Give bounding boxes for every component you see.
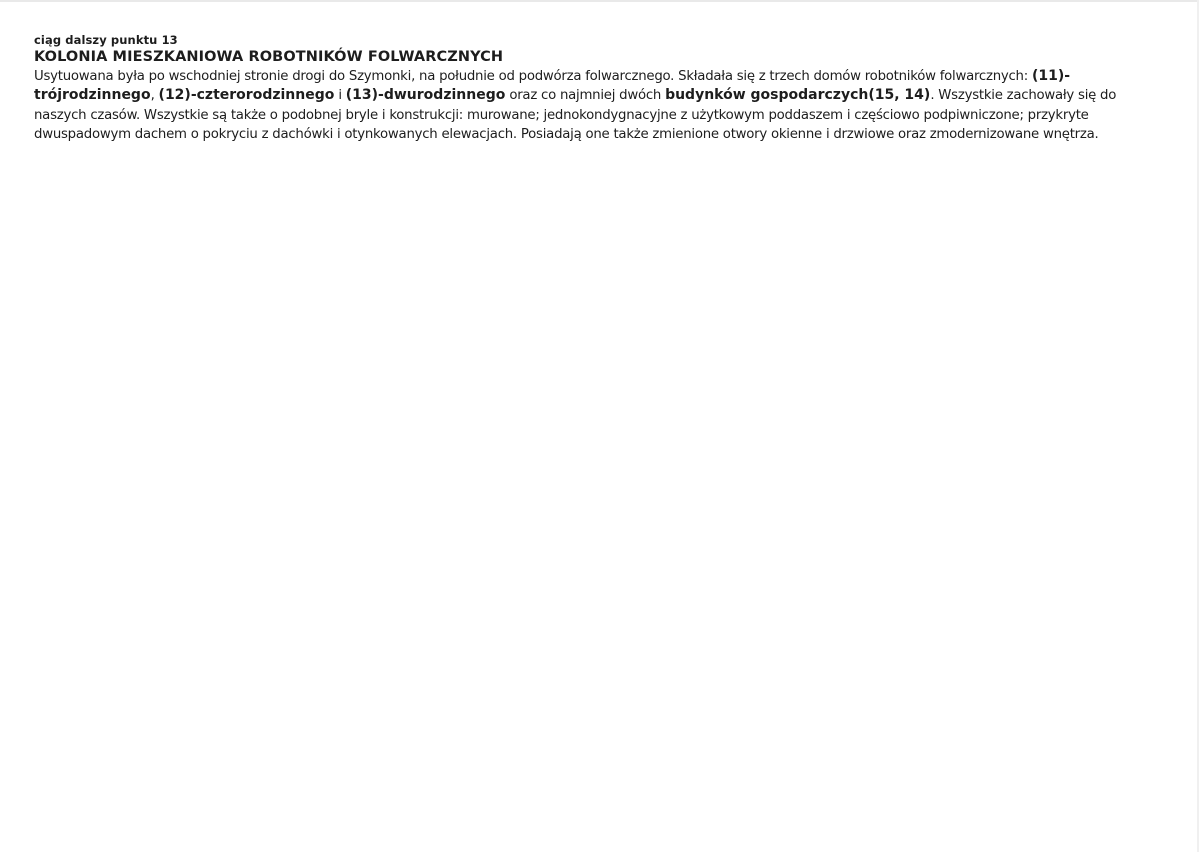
outbuildings-label: budynków gospodarczych(15, 14) xyxy=(665,87,931,104)
paragraph-text: . Wszystkie zachowały się do naszych czasów. Wszystkie są także o podobnej bryle i konstrukcji: murowane; jednokondygnacyjne z użytkowym poddaszem i częściowo podpiwniczone; przykryte dwuspadowym dachem o pokryciu z dachówki i otynkowanych elewacjach. Posiadają one także zmienione otwory okienne i drzwiowe oraz zmodernizowane wnętrza. xyxy=(34,88,1117,143)
paragraph-text: , xyxy=(150,88,159,104)
building-12-label: (12)-czterorodzinnego xyxy=(158,87,335,104)
continuation-label: ciąg dalszy punktu 13 xyxy=(34,33,178,47)
paragraph-text: Usytuowana była po wschodniej stronie drogi do Szymonki, na południe od podwórza folwarcznego. Składała się z trzech domów robotników folwarcznych: xyxy=(34,69,1032,84)
document-content xyxy=(34,32,1154,145)
body-paragraph xyxy=(34,67,1144,145)
building-11-label: (11)-trójrodzinnego xyxy=(34,68,1071,104)
paragraph-text: oraz co najmniej dwóch xyxy=(505,88,666,104)
building-13-label: (13)-dwurodzinnego xyxy=(345,87,506,104)
page-top-edge xyxy=(0,0,1199,2)
section-heading: KOLONIA MIESZKANIOWA ROBOTNIKÓW FOLWARCZNYCH xyxy=(34,49,504,65)
paragraph-text: i xyxy=(334,88,346,104)
